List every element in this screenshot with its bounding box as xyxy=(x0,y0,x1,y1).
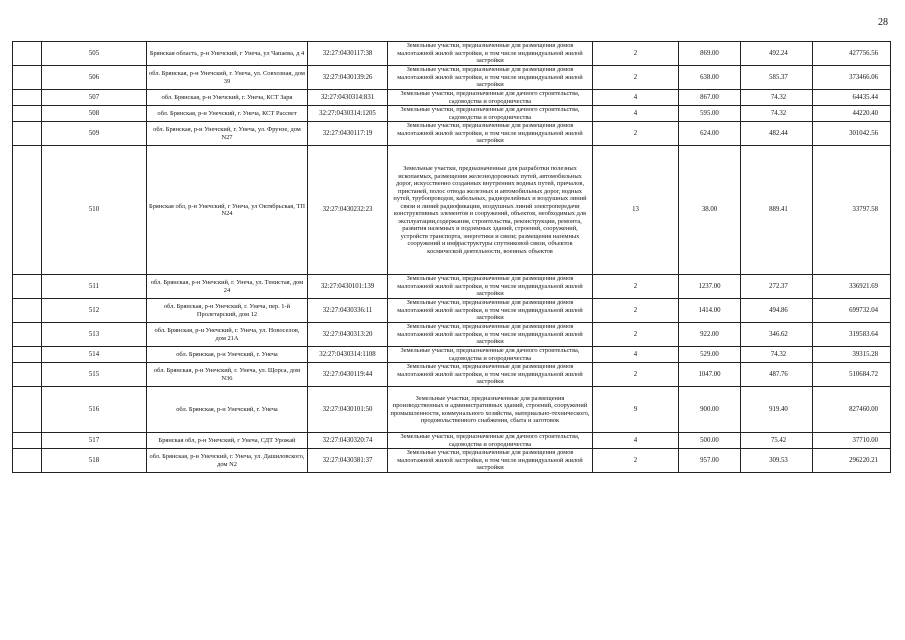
cell-address: обл. Брянская, р-н Унечский, г. Унеча, КСТ Рассвет xyxy=(147,106,308,122)
cell-rate: 346.62 xyxy=(741,323,813,347)
cell-permitted-use: Земельные участки, предназначенные для размещения домов малоэтажной жилой застройки, в том числе индивидуальной жилой застройки xyxy=(388,363,593,387)
cell-address: обл. Брянская, р-н Унечский, г. Унеча, ул. Совхозная, дом 39 xyxy=(147,66,308,90)
cell-rate: 74.32 xyxy=(741,347,813,363)
cell-cadastral-cost: 301042.56 xyxy=(813,122,891,146)
cell-number: 506 xyxy=(42,66,147,90)
cell-empty xyxy=(13,66,42,90)
cell-cadastral-number: 32:27:0430119:44 xyxy=(308,363,388,387)
cell-empty xyxy=(13,363,42,387)
cell-category: 2 xyxy=(593,323,679,347)
cell-category: 2 xyxy=(593,363,679,387)
cell-cadastral-cost: 296220.21 xyxy=(813,449,891,473)
cell-empty xyxy=(13,299,42,323)
table-row xyxy=(13,299,891,323)
cell-cadastral-number: 32:27:0430314:831 xyxy=(308,90,388,106)
table-row xyxy=(13,275,891,299)
cell-number: 511 xyxy=(42,275,147,299)
cell-cadastral-cost: 33797.58 xyxy=(813,146,891,275)
cell-permitted-use: Земельные участки, предназначенные для размещения домов малоэтажной жилой застройки, в том числе индивидуальной жилой застройки xyxy=(388,323,593,347)
table-row xyxy=(13,66,891,90)
cell-permitted-use: Земельные участки, предназначенные для дачного строительства, садоводства и огородничества xyxy=(388,106,593,122)
page-number: 28 xyxy=(878,17,888,28)
cell-number: 518 xyxy=(42,449,147,473)
cell-area: 900.00 xyxy=(679,387,741,433)
cell-empty xyxy=(13,146,42,275)
cell-cadastral-number: 32:27:0430381:37 xyxy=(308,449,388,473)
cell-area: 957.00 xyxy=(679,449,741,473)
cell-area: 624.00 xyxy=(679,122,741,146)
cell-cadastral-cost: 336921.69 xyxy=(813,275,891,299)
cell-address: обл. Брянская, р-н Унечский, г. Унеча, ул. Щорса, дом N36 xyxy=(147,363,308,387)
table-row xyxy=(13,122,891,146)
cell-address: обл. Брянская, р-н Унечский, г. Унеча, ул. Фрунзе, дом N27 xyxy=(147,122,308,146)
cell-category: 2 xyxy=(593,42,679,66)
table-body xyxy=(13,42,891,473)
cell-address: обл. Брянская, р-н Унечский, г. Унеча xyxy=(147,347,308,363)
cell-category: 4 xyxy=(593,347,679,363)
cell-cadastral-number: 32:27:0430101:139 xyxy=(308,275,388,299)
cell-category: 2 xyxy=(593,449,679,473)
cell-empty xyxy=(13,122,42,146)
cell-permitted-use: Земельные участки, предназначенные для размещения домов малоэтажной жилой застройки, в том числе индивидуальной жилой застройки xyxy=(388,449,593,473)
cell-category: 4 xyxy=(593,433,679,449)
table-row xyxy=(13,146,891,275)
cell-number: 517 xyxy=(42,433,147,449)
table-row xyxy=(13,363,891,387)
cell-cadastral-cost: 44220.40 xyxy=(813,106,891,122)
cell-category: 13 xyxy=(593,146,679,275)
cell-rate: 919.40 xyxy=(741,387,813,433)
cell-cadastral-number: 32:27:0430117:19 xyxy=(308,122,388,146)
cell-number: 507 xyxy=(42,90,147,106)
table-row xyxy=(13,449,891,473)
cell-area: 500.00 xyxy=(679,433,741,449)
cell-number: 509 xyxy=(42,122,147,146)
cell-area: 38.00 xyxy=(679,146,741,275)
cell-rate: 487.76 xyxy=(741,363,813,387)
cell-cadastral-number: 32:27:0430101:50 xyxy=(308,387,388,433)
cell-cadastral-cost: 37710.00 xyxy=(813,433,891,449)
cell-area: 867.00 xyxy=(679,90,741,106)
cell-permitted-use: Земельные участки, предназначенные для размещения производственных и административных зданий, строений, сооружений промышленности, коммунального хозяйства, материально-технического, продовольственного снабжения, сбыта и заготовок xyxy=(388,387,593,433)
cell-number: 508 xyxy=(42,106,147,122)
cell-area: 869.00 xyxy=(679,42,741,66)
cell-empty xyxy=(13,347,42,363)
cell-empty xyxy=(13,387,42,433)
cell-cadastral-number: 32:27:0430336:11 xyxy=(308,299,388,323)
cell-area: 1414.00 xyxy=(679,299,741,323)
cell-rate: 272.37 xyxy=(741,275,813,299)
table-row xyxy=(13,347,891,363)
cell-rate: 75.42 xyxy=(741,433,813,449)
cell-rate: 74.32 xyxy=(741,106,813,122)
cell-category: 9 xyxy=(593,387,679,433)
cell-address: обл. Брянская, р-н Унечский, г. Унеча xyxy=(147,387,308,433)
cell-empty xyxy=(13,275,42,299)
cell-cadastral-number: 32:27:0430117:38 xyxy=(308,42,388,66)
cell-address: обл. Брянская, р-н Унечский, г. Унеча, ул. Тенистая, дом 24 xyxy=(147,275,308,299)
cell-address: обл. Брянская, р-н Унечский, г. Унеча, пер. 1-й Пролетарский, дом 12 xyxy=(147,299,308,323)
cell-permitted-use: Земельные участки, предназначенные для дачного строительства, садоводства и огородничества xyxy=(388,433,593,449)
cell-cadastral-number: 32:27:0430314:1205 xyxy=(308,106,388,122)
cell-number: 510 xyxy=(42,146,147,275)
cell-permitted-use: Земельные участки, предназначенные для размещения домов малоэтажной жилой застройки, в том числе индивидуальной жилой застройки xyxy=(388,122,593,146)
cell-cadastral-cost: 510684.72 xyxy=(813,363,891,387)
cell-number: 505 xyxy=(42,42,147,66)
cell-number: 514 xyxy=(42,347,147,363)
cell-area: 638.00 xyxy=(679,66,741,90)
cell-rate: 492.24 xyxy=(741,42,813,66)
cell-cadastral-cost: 827460.00 xyxy=(813,387,891,433)
cell-address: Брянская обл, р-н Унечский, г Унеча, ул Октябрьская, ТП N24 xyxy=(147,146,308,275)
table-row xyxy=(13,90,891,106)
cell-category: 2 xyxy=(593,66,679,90)
cell-rate: 309.53 xyxy=(741,449,813,473)
cell-address: Брянская область, р-н Унечский, г Унеча, ул Чапаева, д 4 xyxy=(147,42,308,66)
cadastral-value-table xyxy=(12,41,891,473)
table-row xyxy=(13,106,891,122)
cell-area: 595.00 xyxy=(679,106,741,122)
cell-cadastral-number: 32:27:0430232:23 xyxy=(308,146,388,275)
cell-cadastral-number: 32:27:0430139:26 xyxy=(308,66,388,90)
cell-cadastral-number: 32:27:0430320:74 xyxy=(308,433,388,449)
cell-permitted-use: Земельные участки, предназначенные для размещения домов малоэтажной жилой застройки, в том числе индивидуальной жилой застройки xyxy=(388,299,593,323)
cell-empty xyxy=(13,90,42,106)
cell-empty xyxy=(13,106,42,122)
cell-number: 516 xyxy=(42,387,147,433)
cell-empty xyxy=(13,449,42,473)
cell-area: 529.00 xyxy=(679,347,741,363)
cell-area: 922.00 xyxy=(679,323,741,347)
cell-rate: 889.41 xyxy=(741,146,813,275)
cell-category: 2 xyxy=(593,275,679,299)
cell-permitted-use: Земельные участки, предназначенные для размещения домов малоэтажной жилой застройки, в том числе индивидуальной жилой застройки xyxy=(388,66,593,90)
cell-rate: 482.44 xyxy=(741,122,813,146)
cell-number: 513 xyxy=(42,323,147,347)
cell-area: 1047.00 xyxy=(679,363,741,387)
cell-cadastral-number: 32:27:0430313:20 xyxy=(308,323,388,347)
cell-cadastral-cost: 39315.28 xyxy=(813,347,891,363)
cell-number: 515 xyxy=(42,363,147,387)
cell-permitted-use: Земельные участки, предназначенные для разработки полезных ископаемых, размещения железнодорожных путей, автомобильных дорог, искусственно созданных внутренних водных путей, причалов, пристаней, полос отвода железных и автомобильных дорог, водных путей, трубопроводов, кабельных, радиорелейных и воздушных линий связи и линий радиофикации, воздушных линий электропередачи конструктивных элементов и сооружений, объектов, необходимых для эксплуатации,содержания, строительства, реконструкции, ремонта, развития наземных и подземных зданий, строений, сооружений, устройств транспорта, энергетики и связи; размещения наземных сооружений и инфраструктуры спутниковой связи, объектов космической деятельности, военных объектов xyxy=(388,146,593,275)
cell-empty xyxy=(13,323,42,347)
cell-category: 2 xyxy=(593,122,679,146)
cell-permitted-use: Земельные участки, предназначенные для размещения домов малоэтажной жилой застройки, в том числе индивидуальной жилой застройки xyxy=(388,275,593,299)
cell-cadastral-number: 32:27:0430314:1108 xyxy=(308,347,388,363)
cell-number: 512 xyxy=(42,299,147,323)
cell-cadastral-cost: 373466.06 xyxy=(813,66,891,90)
cell-empty xyxy=(13,42,42,66)
table-row xyxy=(13,387,891,433)
cell-rate: 494.86 xyxy=(741,299,813,323)
cell-permitted-use: Земельные участки, предназначенные для дачного строительства, садоводства и огородничества xyxy=(388,90,593,106)
cell-address: Брянская обл, р-н Унечский, г Унеча, СДТ Урожай xyxy=(147,433,308,449)
cell-address: обл. Брянская, р-н Унечский, г. Унеча, КСТ Заря xyxy=(147,90,308,106)
cell-cadastral-cost: 699732.04 xyxy=(813,299,891,323)
cell-permitted-use: Земельные участки, предназначенные для размещения домов малоэтажной жилой застройки, в том числе индивидуальной жилой застройки xyxy=(388,42,593,66)
cell-category: 4 xyxy=(593,90,679,106)
table-row xyxy=(13,42,891,66)
cell-rate: 74.32 xyxy=(741,90,813,106)
cell-cadastral-cost: 64435.44 xyxy=(813,90,891,106)
cell-cadastral-cost: 319583.64 xyxy=(813,323,891,347)
cell-category: 4 xyxy=(593,106,679,122)
cell-cadastral-cost: 427756.56 xyxy=(813,42,891,66)
cell-address: обл. Брянская, р-н Унечский, г. Унеча, ул. Новоселов, дом 21А xyxy=(147,323,308,347)
cell-permitted-use: Земельные участки, предназначенные для дачного строительства, садоводства и огородничества xyxy=(388,347,593,363)
cell-empty xyxy=(13,433,42,449)
cell-address: обл. Брянская, р-н Унечский, г. Унеча, ул. Дашиловского, дом N2 xyxy=(147,449,308,473)
cell-category: 2 xyxy=(593,299,679,323)
table-row xyxy=(13,433,891,449)
table-row xyxy=(13,323,891,347)
cell-area: 1237.00 xyxy=(679,275,741,299)
cell-rate: 585.37 xyxy=(741,66,813,90)
